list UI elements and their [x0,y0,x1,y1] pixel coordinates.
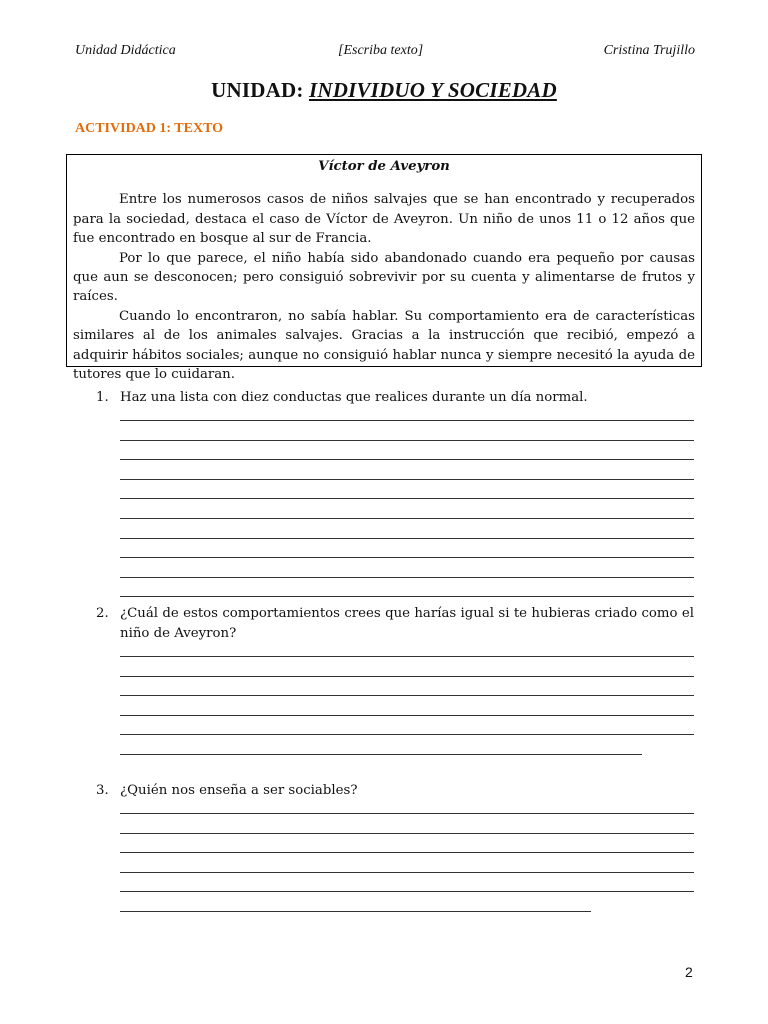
unit-title-subject: INDIVIDUO Y SOCIEDAD [308,78,557,102]
activity-heading: ACTIVIDAD 1: TEXTO [75,121,224,136]
answer-line[interactable] [120,676,694,677]
unit-title-prefix: UNIDAD: [211,78,309,102]
header-left-text: Unidad Didáctica [75,43,176,58]
answer-line[interactable] [120,420,694,421]
question-prompt [96,604,694,644]
answer-line[interactable] [120,833,694,834]
question-number: 2. [96,606,109,621]
question-2 [96,604,694,755]
header-right-text: Cristina Trujillo [603,43,695,58]
answer-lines[interactable] [120,656,694,755]
answer-line[interactable] [120,852,694,853]
answer-line[interactable] [120,872,694,873]
question-prompt [96,781,694,801]
answer-line[interactable] [120,518,694,519]
reading-paragraph: Cuando lo encontraron, no sabía hablar. Su comportamiento era de características similares al de los animales salvajes. Gracias a la instrucción que recibió, empezó a adquirir hábitos sociales; aunque no consiguió hablar nunca y siempre necesitó la ayuda de tutores que lo cuidaran. [73,308,695,383]
reading-text-box [66,154,702,383]
answer-line[interactable] [120,557,694,558]
question-number: 3. [96,783,109,798]
reading-paragraph: Por lo que parece, el niño había sido abandonado cuando era pequeño por causas que aun se desconocen; pero consiguió sobrevivir por su cuenta y alimentarse de frutos y raíces. [73,250,695,305]
question-text: ¿Cuál de estos comportamientos crees que harías igual si te hubieras criado como el niño de Aveyron? [120,606,694,641]
question-text: Haz una lista con diez conductas que realices durante un día normal. [120,390,588,405]
answer-lines[interactable] [120,813,694,912]
answer-line[interactable] [120,440,694,441]
answer-line[interactable] [120,754,642,755]
answer-line[interactable] [120,734,694,735]
header-center-text: [Escriba texto] [338,43,424,58]
answer-line[interactable] [120,479,694,480]
answer-line[interactable] [120,596,694,597]
question-prompt [96,388,694,408]
answer-line[interactable] [120,813,694,814]
question-1 [96,388,694,597]
answer-line[interactable] [120,695,694,696]
page-number: 2 [685,964,693,980]
answer-line[interactable] [120,498,694,499]
question-text: ¿Quién nos enseña a ser sociables? [120,783,358,798]
answer-line[interactable] [120,911,591,912]
page-header [75,43,695,61]
reading-title: Víctor de Aveyron [318,159,450,174]
answer-lines[interactable] [120,420,694,597]
answer-line[interactable] [120,459,694,460]
answer-line[interactable] [120,538,694,539]
answer-line[interactable] [120,891,694,892]
answer-line[interactable] [120,656,694,657]
unit-title [0,78,768,103]
question-3 [96,781,694,912]
reading-paragraph: Entre los numerosos casos de niños salvajes que se han encontrado y recuperados para la sociedad, destaca el caso de Víctor de Aveyron. Un niño de unos 11 o 12 años que fue encontrado en bosque al sur de Francia. [73,192,695,247]
answer-line[interactable] [120,715,694,716]
question-number: 1. [96,390,109,405]
answer-line[interactable] [120,577,694,578]
